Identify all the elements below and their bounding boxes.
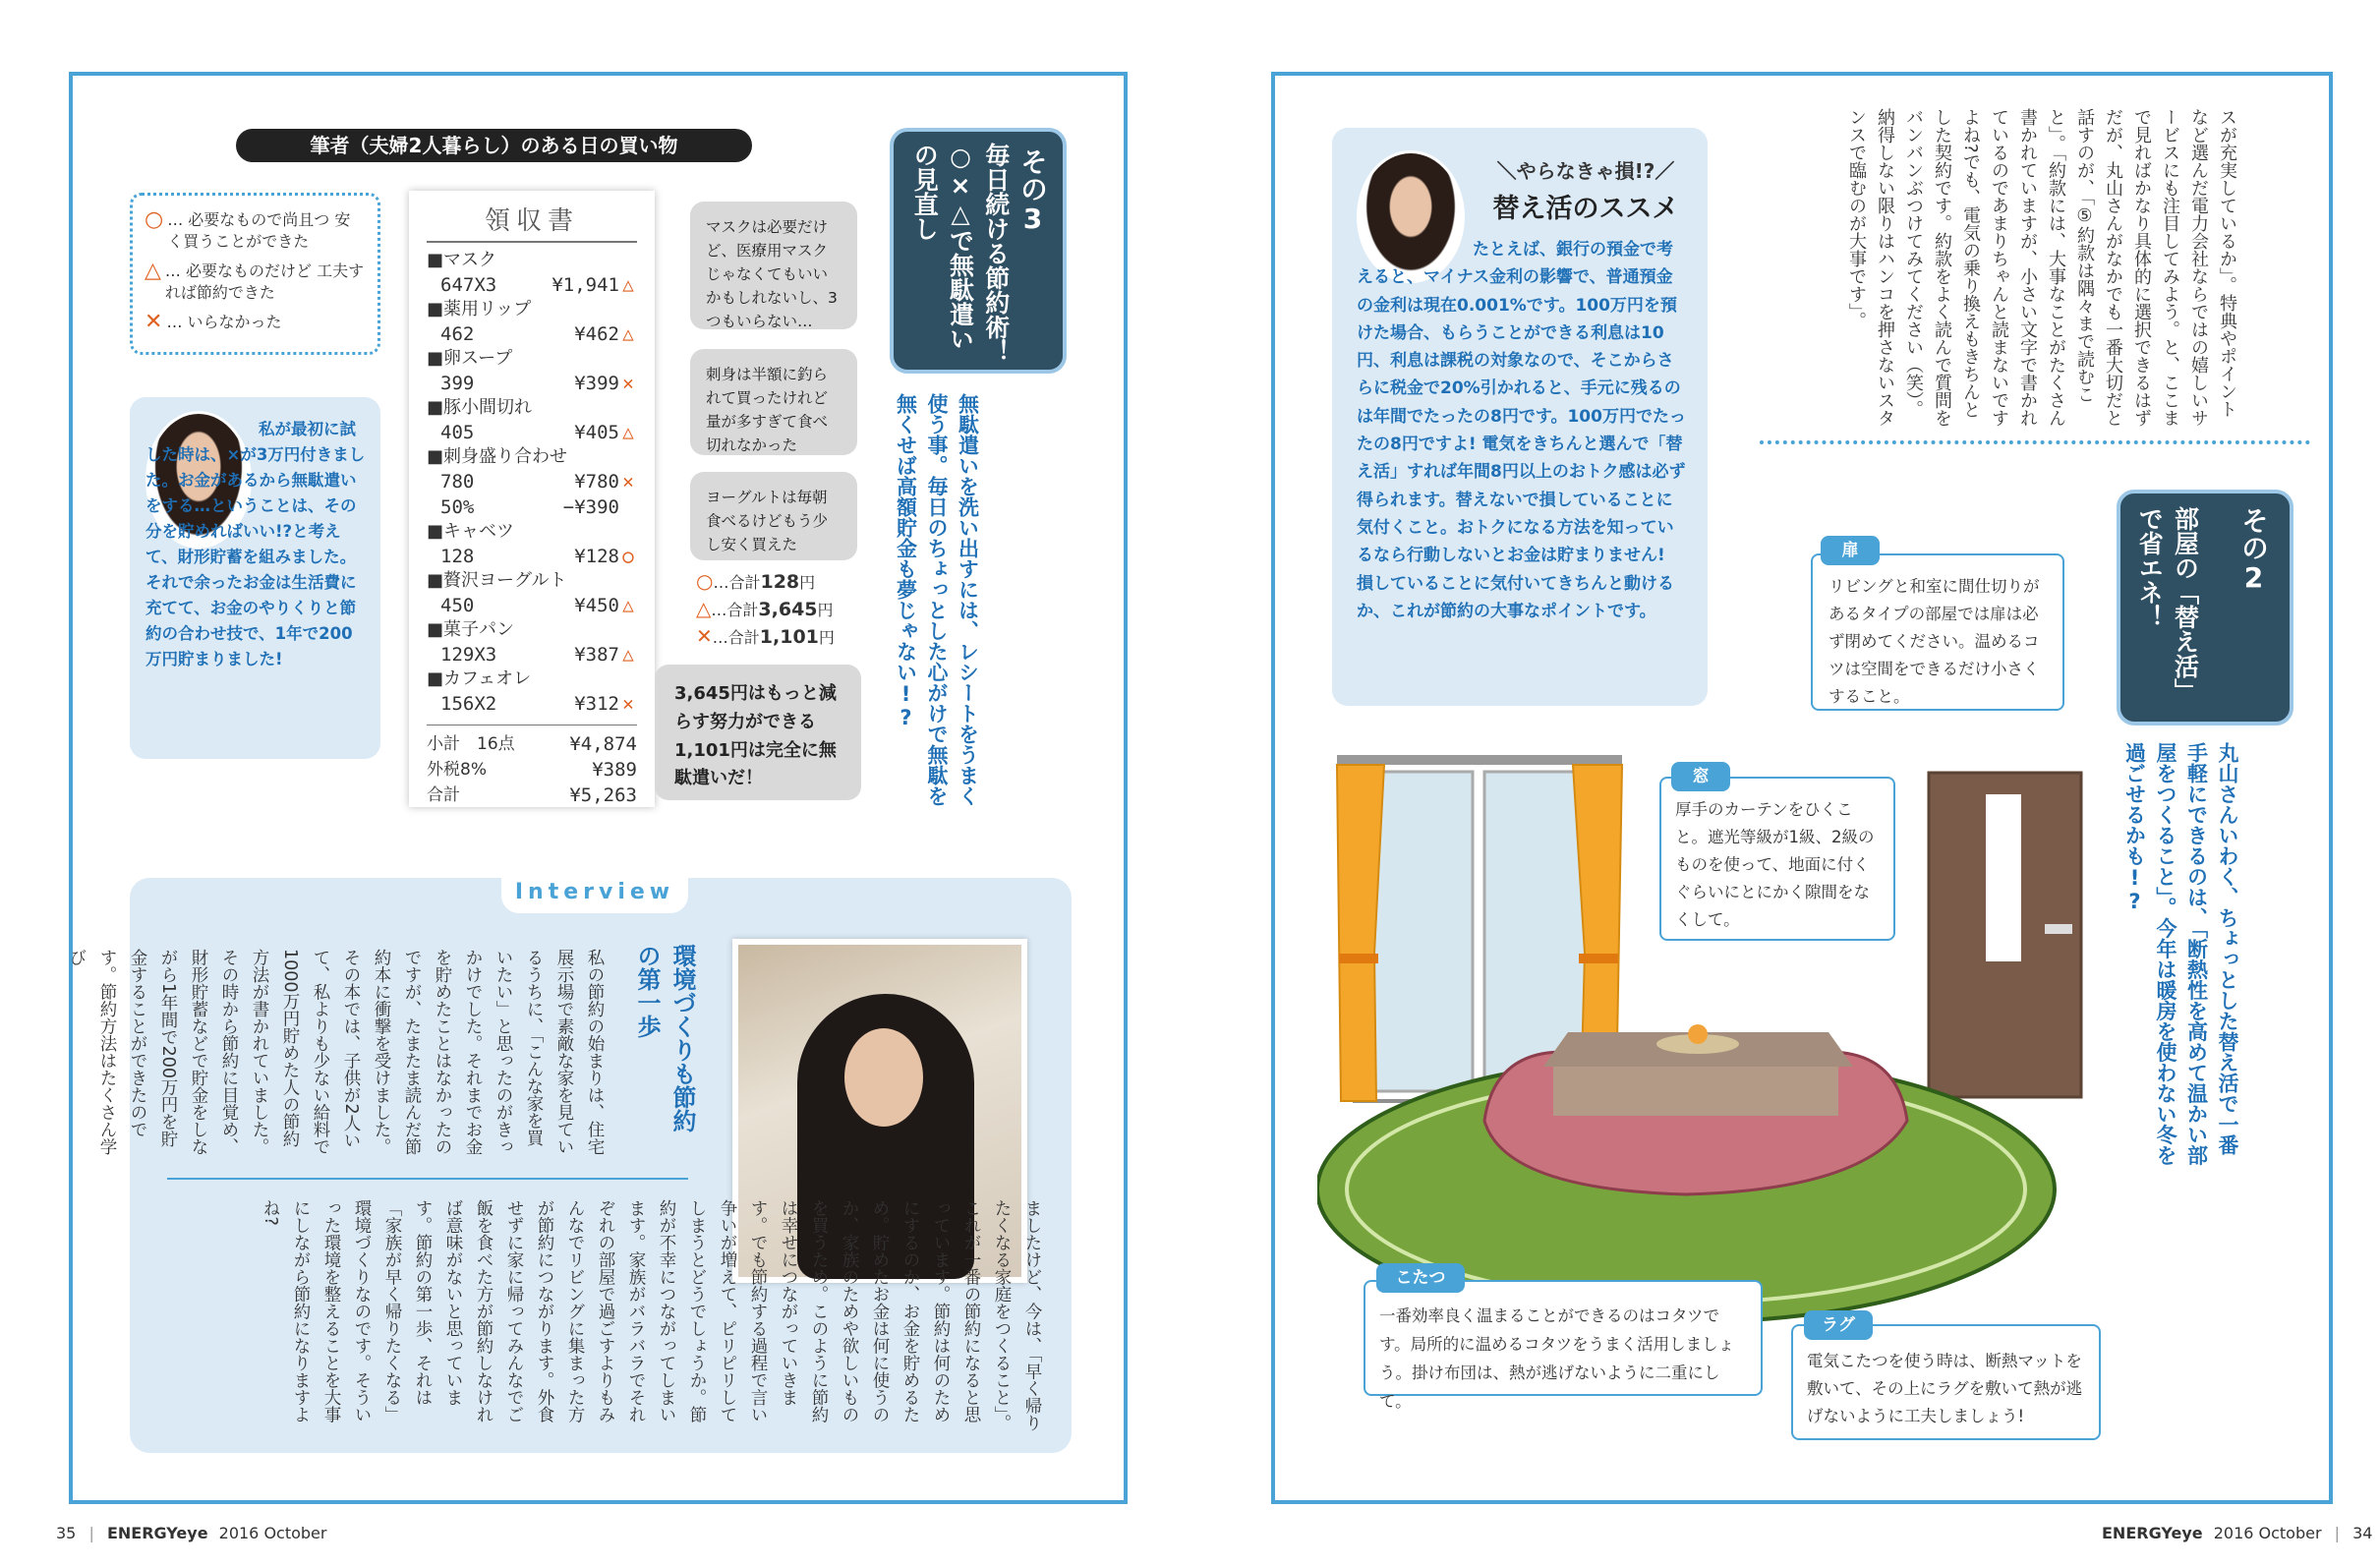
totals-list [696, 568, 863, 651]
curtain-tie-left [1339, 954, 1378, 963]
left-footer: 35 | ENERGYeye 2016 October [56, 1524, 327, 1542]
note-yogurt: ヨーグルトは毎朝食べるけどもう少し安く買えた [690, 472, 857, 560]
curtain-tie-right [1579, 954, 1618, 963]
dotted-divider [1760, 440, 2310, 444]
receipt-subtotal: 小計 16点 ¥4,874 [427, 733, 637, 755]
receipt [409, 191, 655, 807]
tip2-lead: 丸山さんいわく、ちょっとした替え活で一番手軽にできるのは、「断熱性を高めて温かい部屋をつくること」。今年は暖房を使わない冬を過ごせるかも!? [2122, 742, 2239, 1166]
tip2-number: その2 [2237, 506, 2270, 594]
door-label: 扉 [1821, 536, 1880, 565]
receipt-item-row: 156X2 ¥312 ✕ [440, 693, 634, 715]
tip3-title: 毎日続ける節約術！○×△で無駄遣いの見直し [910, 143, 1011, 364]
receipt-item-row: 129X3 ¥387 △ [440, 644, 634, 666]
note-sashimi: 刺身は半額に釣られて買ったけれど量が多すぎて食べ切れなかった [690, 349, 857, 455]
page-number: 34 [2352, 1524, 2373, 1542]
profile-text: 私が最初に試した時は、×が3万円付きました。お金があるから無駄遣いをする…ということは、その分を貯めればいい!?と考えて、財形貯蓄を組みました。それで余ったお金は生活費に充てて、お金のやりくりと節約の合わせ技で、1年で200万円貯まりました! [145, 420, 366, 668]
tip3-lead: 無駄遣いを洗い出すには、レシートをうまく使う事。毎日のちょっとした心がけで無駄を無くせば高額貯金も夢じゃない!? [894, 393, 980, 806]
summary-box: 3,645円はもっと減らす努力ができる 1,101円は完全に無駄遣いだ！ [655, 665, 861, 800]
legend-item: △ … 必要なものだけど 工夫すれば節約できた [145, 259, 365, 302]
kaekatsu-heading: 替え活のススメ [1492, 194, 1679, 224]
tip3-number: その3 [1016, 147, 1049, 235]
receipt-item-name: ■マスク [427, 250, 497, 270]
total-row: △…合計3,645円 [696, 597, 834, 620]
shopping-heading: 筆者（夫婦2人暮らし）のある日の買い物 [236, 129, 752, 162]
receipt-item-row: 128 ¥128 ○ [440, 546, 634, 567]
legend-item: ○ … 必要なもので尚且つ 安く買うことができた [145, 207, 351, 251]
receipt-item-name: ■豚小間切れ [427, 397, 533, 418]
legend-item: ✕ … いらなかった [145, 310, 282, 334]
mikan [1688, 1024, 1708, 1044]
window-callout: 厚手のカーテンをひくこと。遮光等級が1級、2級のものを使って、地面に付くぐらいにとにかく隙間をなくして。 [1659, 777, 1895, 941]
kaekatsu-kicker: ＼やらなきゃ損!?／ [1496, 159, 1675, 183]
total-row: ✕…合計1,101円 [696, 624, 835, 648]
receipt-item-row: 647X3 ¥1,941 △ [440, 274, 634, 296]
interview-divider [167, 1178, 688, 1180]
magazine-name: ENERGYeye [2102, 1524, 2203, 1542]
receipt-item-name: ■カフェオレ [427, 668, 532, 689]
kotatsu-top [1553, 1067, 1838, 1116]
kaekatsu-body: たとえば、銀行の預金で考えると、マイナス金利の影響で、普通預金の金利は現在0.001%です。100万円を預けた場合、もらうことができる利息は10円、利息は課税の対象なので、そこからさらに税金で20%引かれると、手元に残るのは年間でたったの8円です。100万円でたったの8円ですよ! 電気をきちんと選んで「替え活」すれば年間8円以上のおトク感は必ず得られます。替えないで損していることに気付くこと。おトクになる方法を知っているなら行動しないとお金は貯まりません! 損していることに気付いてきちんと動けるか、これが節約の大事なポイントです。 [1357, 240, 1686, 621]
note-mask: マスクは必要だけど、医療用マスクじゃなくてもいいかもしれないし、3つもいらない… [690, 202, 857, 329]
receipt-item-row: 780 ¥780 ✕ [440, 471, 634, 493]
window-label: 窓 [1671, 762, 1730, 791]
issue-date: 2016 October [2213, 1524, 2322, 1542]
interview-title: 環境づくりも節約の第一歩 [633, 944, 696, 1132]
interview-body-2: ましたけど、今は、「早く帰りたくなる家庭をつくること」。これが一番の節約になると思っています。節約は何のためにするのか、お金を貯めるため。貯めたお金は何に使うのか、家族のためや欲しいものを買うため。このように節約は幸せにつながっていきます。でも節約する過程で言い争いが増えて、ピリピリしてしまうとどうでしょうか。節約が不幸につながってしまいます。家族がバラバラでそれぞれの部屋で過ごすよりもみんなでリビングに集まった方が節約につながります。外食せずに家に帰ってみんなでご飯を食べた方が節約しなければ意味がないと思っています。節約の第一歩、それは「家族が早く帰りたくなる」環境づくりなのです。そういった環境を整えることを大事にしながら節約になりますよね? [261, 1199, 1042, 1432]
receipt-item-name: ■キャベツ [427, 521, 515, 542]
door-callout: リビングと和室に間仕切りがあるタイプの部屋では扉は必ず閉めてください。温めるコツは空間をできるだけ小さくすること。 [1811, 553, 2064, 711]
interview-body-1: 私の節約の始まりは、住宅展示場で素敵な家を見ているうちに、「こんな家を買いたい」と思ったのがきっかけでした。それまでお金を貯めたことはなかったのですが、たまたま読んだ節約本に衝撃を受けました。その本では、子供が2人いて、私よりも少ない給料で1000万円貯めた人の節約方法が書かれていました。その時から節約に目覚め、財形貯蓄などで貯金をしながら1年間で200万円を貯金することができたのです。節約方法はたくさん学び [67, 949, 605, 1155]
receipt-item-row: 450 ¥450 △ [440, 595, 634, 616]
rug-callout: 電気こたつを使う時は、断熱マットを敷いて、その上にラグを敷いて熱が逃げないように工夫しましょう! [1791, 1324, 2101, 1440]
receipt-tax: 外税8% ¥389 [427, 759, 637, 781]
right-footer: ENERGYeye 2016 October | 34 [2102, 1524, 2373, 1542]
receipt-item-name: ■卵スープ [427, 348, 513, 369]
receipt-item-row: 405 ¥405 △ [440, 422, 634, 443]
page-number: 35 [56, 1524, 77, 1542]
receipt-total: 合計 ¥5,263 [427, 784, 637, 806]
receipt-item-row: 399 ¥399 ✕ [440, 373, 634, 394]
interviewee-face [844, 1028, 923, 1127]
magazine-name: ENERGYeye [106, 1524, 208, 1542]
receipt-title: 領収書 [427, 201, 637, 243]
receipt-item-name: ■薬用リップ [427, 299, 532, 319]
interview-label: Interview [501, 872, 688, 913]
kotatsu-callout: 一番効率良く温まることができるのはコタツです。局所的に温めるコタツをうまく活用しましょう。掛け布団は、熱が逃げないように二重にして。 [1364, 1280, 1763, 1396]
door-window [1986, 794, 2021, 961]
legend-box [130, 193, 380, 355]
receipt-item-name: ■贅沢ヨーグルト [427, 570, 567, 591]
intro-text: スが充実しているか」。特典やポイントなど選んだ電力会社ならではの嬉しいサービスにも注目してみよう。と、ここまで見ればかなり具体的に選択できるはずだが、丸山さんがなかでも一番大切だと話すのが、「⑤約款は隅々まで読むこと」。「約款には、大事なことがたくさん書かれていますが、小さい文字で書かれているのであまりちゃんと読まないですよね?でも、電気の乗り換えもきちんとした契約です。約款をよく読んで質問をバンバンぶつけてみてください（笑）。納得しない限りはハンコを押さないスタンスで臨むのが大事です」。 [1846, 108, 2237, 427]
tip2-title: 部屋の「替え活」で省エネ！ [2135, 506, 2200, 703]
receipt-item-row: 50% −¥390 [440, 496, 619, 518]
total-row: ○…合計128円 [696, 569, 816, 593]
receipt-item-name: ■刺身盛り合わせ [427, 446, 568, 467]
rug-label: ラグ [1804, 1310, 1873, 1340]
receipt-item-row: 462 ¥462 △ [440, 323, 634, 345]
kotatsu-label: こたつ [1376, 1263, 1465, 1293]
door-handle [2045, 924, 2072, 934]
receipt-item-name: ■菓子パン [427, 619, 515, 640]
issue-date: 2016 October [218, 1524, 327, 1542]
curtain-rod [1337, 755, 1622, 765]
